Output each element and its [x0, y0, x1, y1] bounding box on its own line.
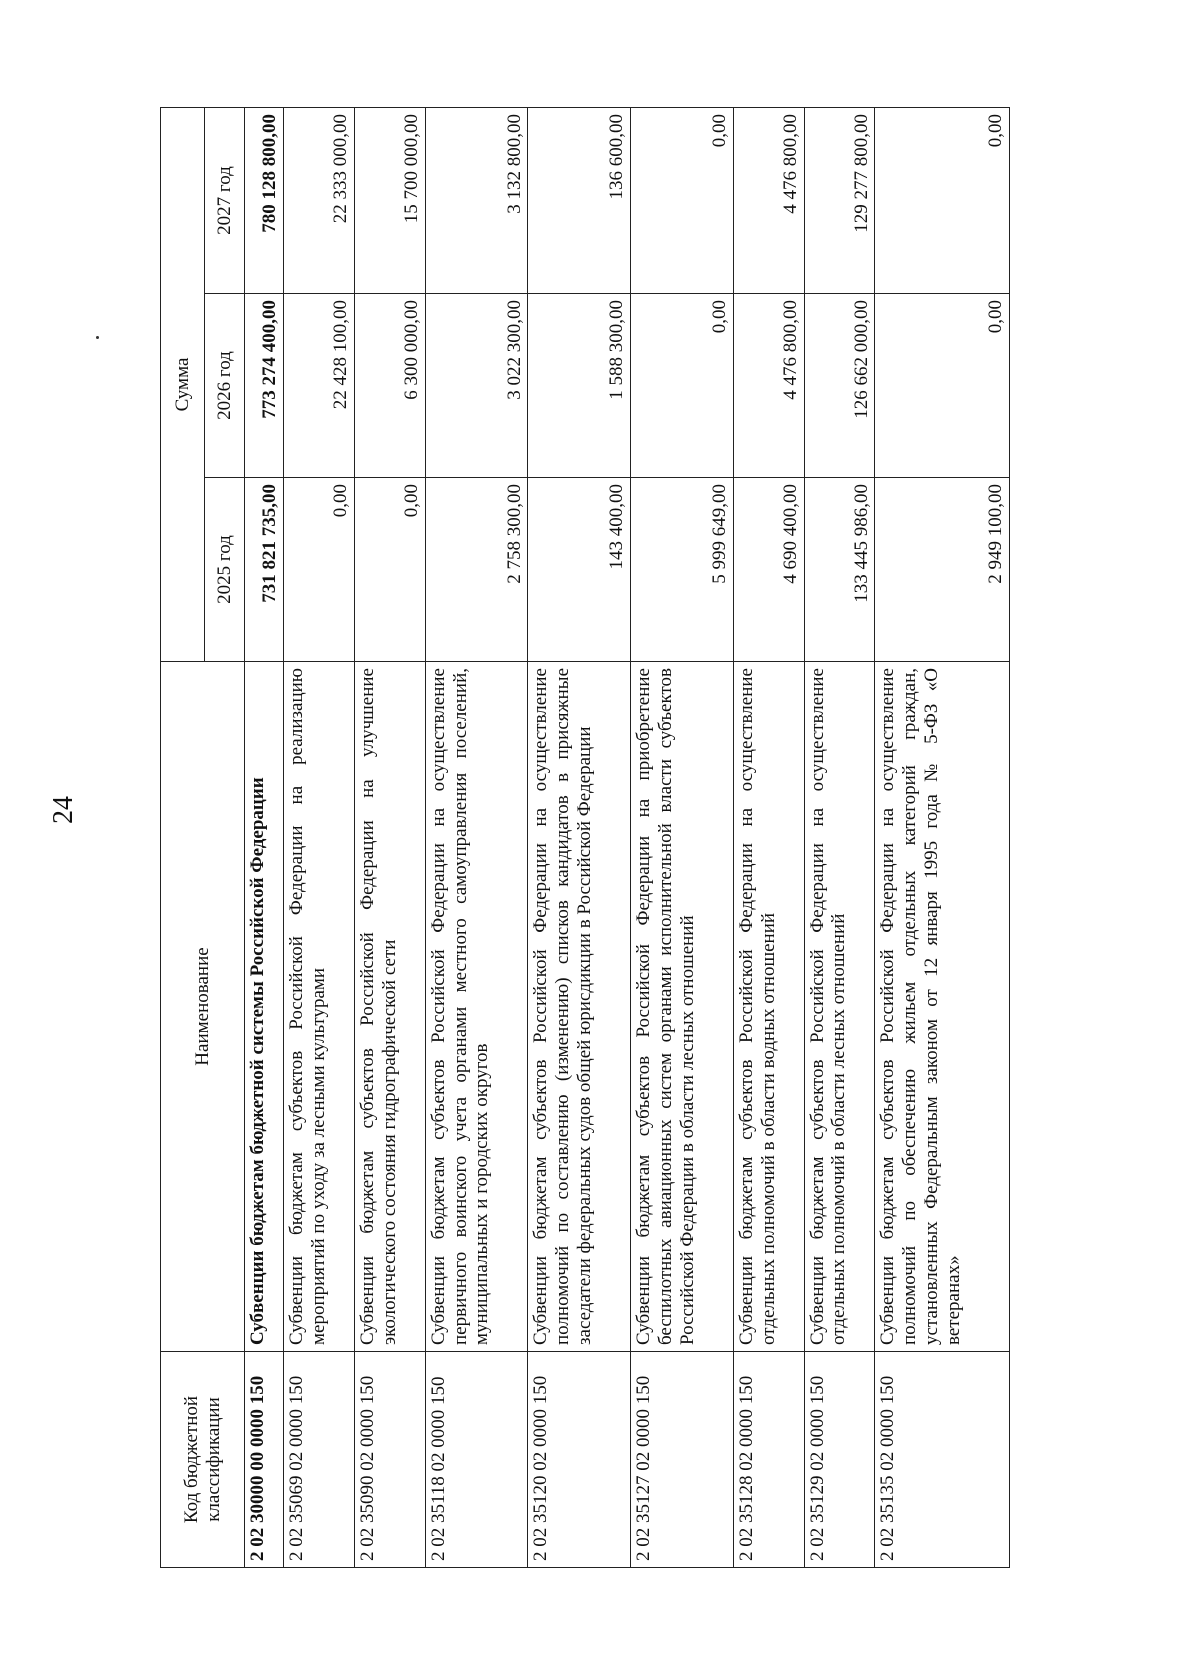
row-2026: 6 300 000,00 [354, 294, 425, 478]
row-2025: 2 949 100,00 [875, 478, 1010, 662]
row-2026: 0,00 [631, 294, 734, 478]
row-2025: 133 445 986,00 [804, 478, 875, 662]
budget-table-wrapper [160, 108, 1010, 1568]
row-name: Субвенции бюджетам субъектов Российской Федерации на улучшение экологического состояния гидрографической сети [354, 662, 425, 1352]
header-year-2025: 2025 год [205, 478, 245, 662]
header-name: Наименование [161, 662, 245, 1352]
row-2025: 2 758 300,00 [425, 478, 528, 662]
row-2027: 3 132 800,00 [425, 107, 528, 293]
row-code: 2 02 30000 00 0000 150 [245, 1352, 284, 1568]
row-2025: 0,00 [354, 478, 425, 662]
table-row [354, 107, 425, 1567]
row-code: 2 02 35120 02 0000 150 [528, 1352, 631, 1568]
row-2025: 4 690 400,00 [733, 478, 804, 662]
row-2027: 4 476 800,00 [733, 107, 804, 293]
row-2025: 731 821 735,00 [245, 478, 284, 662]
row-code: 2 02 35135 02 0000 150 [875, 1352, 1010, 1568]
table-row [528, 107, 631, 1567]
row-2025: 0,00 [284, 478, 355, 662]
row-2026: 773 274 400,00 [245, 294, 284, 478]
table-row [631, 107, 734, 1567]
row-name: Субвенции бюджетам субъектов Российской Федерации на осуществление полномочий по составлению (изменению) списков кандидатов в присяжные заседатели федеральных судов общей юрисдикции в Российской Федерации [528, 662, 631, 1352]
row-2026: 0,00 [875, 294, 1010, 478]
row-2025: 143 400,00 [528, 478, 631, 662]
table-row [245, 107, 284, 1567]
table-row [733, 107, 804, 1567]
row-name: Субвенции бюджетам субъектов Российской Федерации на реализацию мероприятий по уходу за лесными культурами [284, 662, 355, 1352]
row-code: 2 02 35118 02 0000 150 [425, 1352, 528, 1568]
row-2027: 136 600,00 [528, 107, 631, 293]
table-row [875, 107, 1010, 1567]
row-code: 2 02 35127 02 0000 150 [631, 1352, 734, 1568]
row-2027: 0,00 [875, 107, 1010, 293]
row-2026: 126 662 000,00 [804, 294, 875, 478]
row-name: Субвенции бюджетам субъектов Российской Федерации на приобретение беспилотных авиационных систем органами исполнительной власти субъектов Российской Федерации в области лесных отношений [631, 662, 734, 1352]
row-name: Субвенции бюджетам субъектов Российской Федерации на осуществление полномочий по обеспечению жильем отдельных категорий граждан, установленных Федеральным законом от 12 января 1995 года № 5-ФЗ «О ветеранах» [875, 662, 1010, 1352]
row-2027: 129 277 800,00 [804, 107, 875, 293]
row-2027: 780 128 800,00 [245, 107, 284, 293]
row-code: 2 02 35090 02 0000 150 [354, 1352, 425, 1568]
scan-speck [96, 336, 99, 339]
row-2026: 1 588 300,00 [528, 294, 631, 478]
row-2026: 3 022 300,00 [425, 294, 528, 478]
row-name: Субвенции бюджетам бюджетной системы Российской Федерации [245, 662, 284, 1352]
header-code: Код бюджетной классификации [161, 1352, 245, 1568]
row-2025: 5 999 649,00 [631, 478, 734, 662]
row-code: 2 02 35129 02 0000 150 [804, 1352, 875, 1568]
row-code: 2 02 35069 02 0000 150 [284, 1352, 355, 1568]
row-2026: 4 476 800,00 [733, 294, 804, 478]
row-2026: 22 428 100,00 [284, 294, 355, 478]
header-sum: Сумма [161, 107, 205, 661]
budget-table [160, 107, 1010, 1568]
row-2027: 22 333 000,00 [284, 107, 355, 293]
row-name: Субвенции бюджетам субъектов Российской Федерации на осуществление отдельных полномочий в области водных отношений [733, 662, 804, 1352]
row-2027: 0,00 [631, 107, 734, 293]
row-2027: 15 700 000,00 [354, 107, 425, 293]
header-year-2027: 2027 год [205, 107, 245, 293]
row-name: Субвенции бюджетам субъектов Российской Федерации на осуществление первичного воинского учета органами местного самоуправления поселений, муниципальных и городских округов [425, 662, 528, 1352]
header-year-2026: 2026 год [205, 294, 245, 478]
page-number: 24 [48, 796, 79, 824]
table-row [804, 107, 875, 1567]
row-name: Субвенции бюджетам субъектов Российской Федерации на осуществление отдельных полномочий в области лесных отношений [804, 662, 875, 1352]
row-code: 2 02 35128 02 0000 150 [733, 1352, 804, 1568]
table-row [425, 107, 528, 1567]
table-row [284, 107, 355, 1567]
